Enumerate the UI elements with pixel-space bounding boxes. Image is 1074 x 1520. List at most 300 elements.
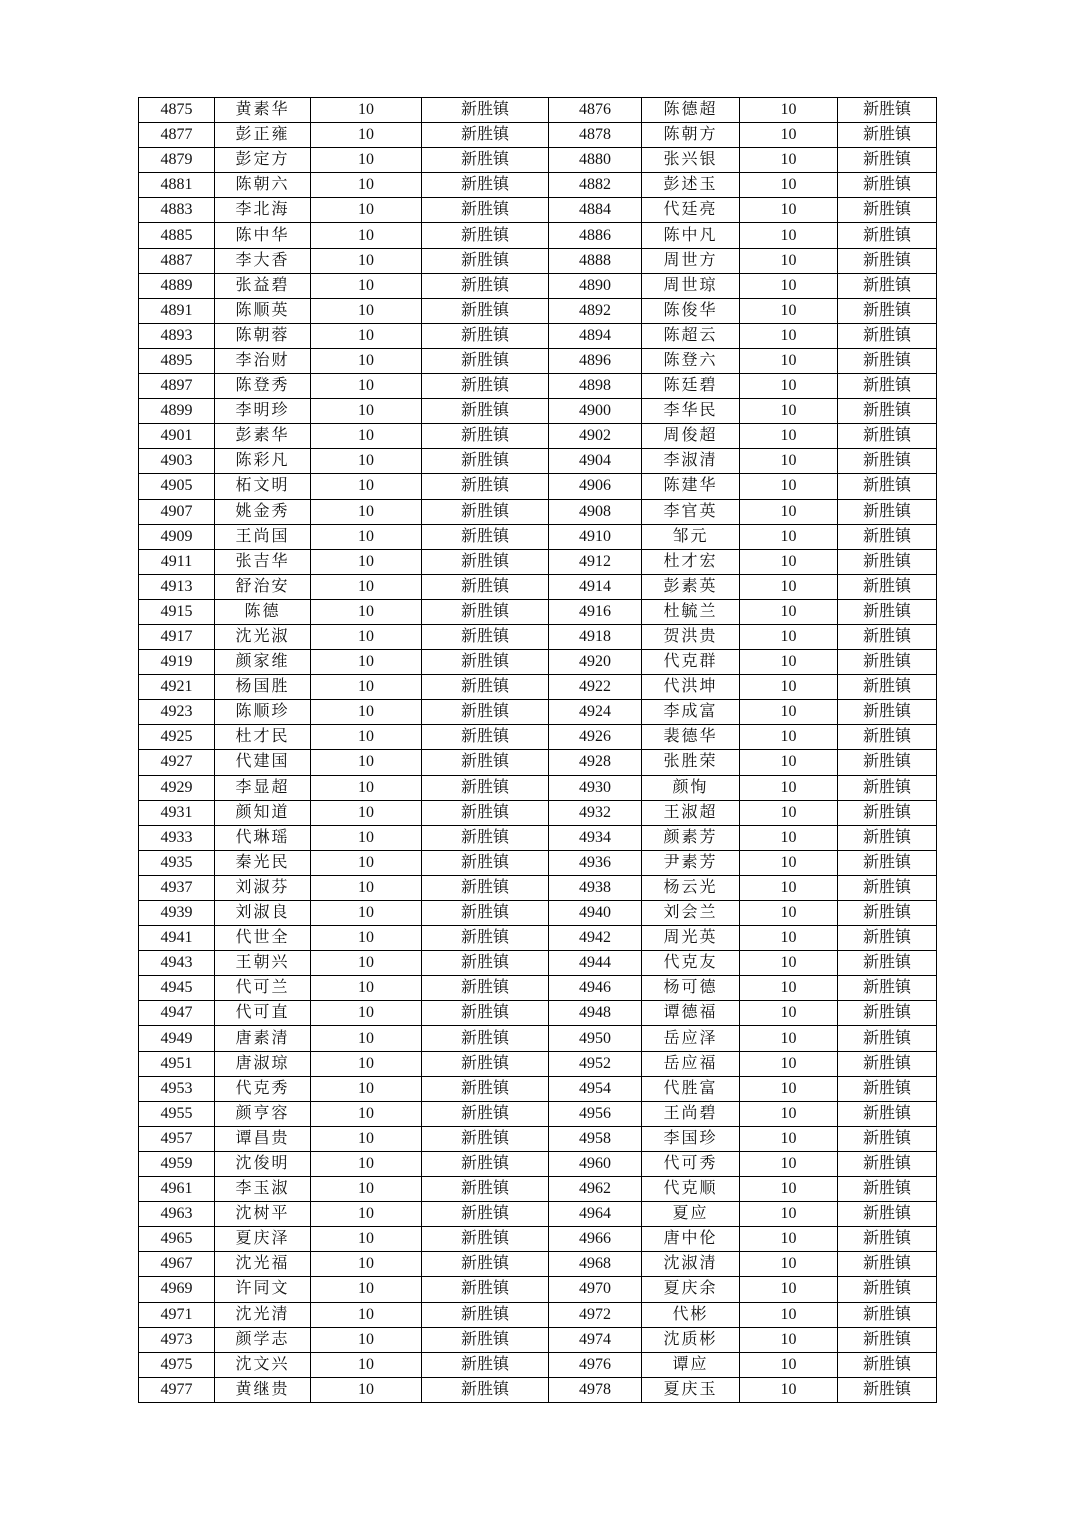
- serial-number-cell: 4878: [549, 123, 642, 148]
- table-row: [139, 123, 937, 148]
- person-name-cell: 柘文明: [215, 474, 311, 499]
- amount-cell: 10: [311, 198, 422, 223]
- person-name-cell: 刘会兰: [642, 901, 740, 926]
- person-name-cell: 舒治安: [215, 574, 311, 599]
- amount-cell: 10: [740, 549, 838, 574]
- town-cell: 新胜镇: [422, 1151, 549, 1176]
- person-name-cell: 李大香: [215, 248, 311, 273]
- table-row: [139, 574, 937, 599]
- serial-number-cell: 4917: [139, 624, 215, 649]
- town-cell: 新胜镇: [838, 1001, 937, 1026]
- town-cell: 新胜镇: [838, 1352, 937, 1377]
- table-row: [139, 1227, 937, 1252]
- amount-cell: 10: [311, 273, 422, 298]
- serial-number-cell: 4967: [139, 1252, 215, 1277]
- amount-cell: 10: [740, 800, 838, 825]
- town-cell: 新胜镇: [422, 700, 549, 725]
- serial-number-cell: 4965: [139, 1227, 215, 1252]
- person-name-cell: 代建国: [215, 750, 311, 775]
- person-name-cell: 刘淑良: [215, 901, 311, 926]
- person-name-cell: 李华民: [642, 399, 740, 424]
- serial-number-cell: 4881: [139, 173, 215, 198]
- town-cell: 新胜镇: [838, 1177, 937, 1202]
- person-name-cell: 代克友: [642, 951, 740, 976]
- serial-number-cell: 4912: [549, 549, 642, 574]
- town-cell: 新胜镇: [838, 875, 937, 900]
- serial-number-cell: 4887: [139, 248, 215, 273]
- serial-number-cell: 4924: [549, 700, 642, 725]
- serial-number-cell: 4922: [549, 675, 642, 700]
- town-cell: 新胜镇: [422, 574, 549, 599]
- serial-number-cell: 4880: [549, 148, 642, 173]
- person-name-cell: 杨国胜: [215, 675, 311, 700]
- town-cell: 新胜镇: [838, 901, 937, 926]
- town-cell: 新胜镇: [838, 700, 937, 725]
- serial-number-cell: 4934: [549, 825, 642, 850]
- town-cell: 新胜镇: [422, 198, 549, 223]
- amount-cell: 10: [740, 98, 838, 123]
- town-cell: 新胜镇: [838, 800, 937, 825]
- table-row: [139, 223, 937, 248]
- person-name-cell: 陈顺英: [215, 298, 311, 323]
- table-row: [139, 850, 937, 875]
- amount-cell: 10: [740, 850, 838, 875]
- amount-cell: 10: [311, 1051, 422, 1076]
- town-cell: 新胜镇: [422, 424, 549, 449]
- town-cell: 新胜镇: [422, 1051, 549, 1076]
- amount-cell: 10: [740, 624, 838, 649]
- person-name-cell: 李淑清: [642, 449, 740, 474]
- table-row: [139, 524, 937, 549]
- amount-cell: 10: [740, 1051, 838, 1076]
- person-name-cell: 李北海: [215, 198, 311, 223]
- town-cell: 新胜镇: [422, 926, 549, 951]
- person-name-cell: 谭昌贵: [215, 1126, 311, 1151]
- town-cell: 新胜镇: [838, 474, 937, 499]
- serial-number-cell: 4910: [549, 524, 642, 549]
- town-cell: 新胜镇: [422, 800, 549, 825]
- table-row: [139, 1051, 937, 1076]
- table-row: [139, 1177, 937, 1202]
- amount-cell: 10: [740, 1202, 838, 1227]
- roster-body: [139, 98, 937, 1403]
- serial-number-cell: 4897: [139, 374, 215, 399]
- town-cell: 新胜镇: [422, 1126, 549, 1151]
- serial-number-cell: 4977: [139, 1377, 215, 1402]
- table-row: [139, 98, 937, 123]
- person-name-cell: 岳应泽: [642, 1026, 740, 1051]
- amount-cell: 10: [740, 700, 838, 725]
- table-row: [139, 348, 937, 373]
- person-name-cell: 李玉淑: [215, 1177, 311, 1202]
- serial-number-cell: 4936: [549, 850, 642, 875]
- person-name-cell: 李官英: [642, 499, 740, 524]
- amount-cell: 10: [311, 1076, 422, 1101]
- person-name-cell: 谭应: [642, 1352, 740, 1377]
- town-cell: 新胜镇: [838, 624, 937, 649]
- amount-cell: 10: [740, 1302, 838, 1327]
- person-name-cell: 王尚国: [215, 524, 311, 549]
- person-name-cell: 陈德: [215, 599, 311, 624]
- person-name-cell: 沈树平: [215, 1202, 311, 1227]
- person-name-cell: 夏庆余: [642, 1277, 740, 1302]
- town-cell: 新胜镇: [838, 524, 937, 549]
- person-name-cell: 李国珍: [642, 1126, 740, 1151]
- serial-number-cell: 4964: [549, 1202, 642, 1227]
- person-name-cell: 沈光淑: [215, 624, 311, 649]
- amount-cell: 10: [740, 374, 838, 399]
- serial-number-cell: 4918: [549, 624, 642, 649]
- table-row: [139, 449, 937, 474]
- serial-number-cell: 4968: [549, 1252, 642, 1277]
- town-cell: 新胜镇: [838, 1302, 937, 1327]
- person-name-cell: 刘淑芬: [215, 875, 311, 900]
- town-cell: 新胜镇: [838, 650, 937, 675]
- table-row: [139, 725, 937, 750]
- table-row: [139, 374, 937, 399]
- amount-cell: 10: [740, 1101, 838, 1126]
- town-cell: 新胜镇: [838, 926, 937, 951]
- town-cell: 新胜镇: [422, 725, 549, 750]
- person-name-cell: 许同文: [215, 1277, 311, 1302]
- table-row: [139, 1126, 937, 1151]
- table-row: [139, 675, 937, 700]
- person-name-cell: 张益碧: [215, 273, 311, 298]
- serial-number-cell: 4904: [549, 449, 642, 474]
- person-name-cell: 代世全: [215, 926, 311, 951]
- amount-cell: 10: [311, 524, 422, 549]
- serial-number-cell: 4949: [139, 1026, 215, 1051]
- town-cell: 新胜镇: [838, 750, 937, 775]
- town-cell: 新胜镇: [422, 1026, 549, 1051]
- town-cell: 新胜镇: [838, 1252, 937, 1277]
- serial-number-cell: 4916: [549, 599, 642, 624]
- amount-cell: 10: [311, 775, 422, 800]
- person-name-cell: 杜才民: [215, 725, 311, 750]
- table-row: [139, 976, 937, 1001]
- person-name-cell: 沈文兴: [215, 1352, 311, 1377]
- table-row: [139, 1101, 937, 1126]
- town-cell: 新胜镇: [422, 875, 549, 900]
- person-name-cell: 代可兰: [215, 976, 311, 1001]
- serial-number-cell: 4927: [139, 750, 215, 775]
- serial-number-cell: 4957: [139, 1126, 215, 1151]
- town-cell: 新胜镇: [838, 850, 937, 875]
- serial-number-cell: 4943: [139, 951, 215, 976]
- person-name-cell: 陈顺珍: [215, 700, 311, 725]
- table-row: [139, 800, 937, 825]
- amount-cell: 10: [311, 976, 422, 1001]
- table-row: [139, 1277, 937, 1302]
- person-name-cell: 周世琼: [642, 273, 740, 298]
- table-row: [139, 875, 937, 900]
- town-cell: 新胜镇: [422, 1352, 549, 1377]
- amount-cell: 10: [311, 223, 422, 248]
- town-cell: 新胜镇: [422, 1227, 549, 1252]
- town-cell: 新胜镇: [422, 1202, 549, 1227]
- town-cell: 新胜镇: [422, 1377, 549, 1402]
- person-name-cell: 周光英: [642, 926, 740, 951]
- town-cell: 新胜镇: [422, 323, 549, 348]
- town-cell: 新胜镇: [838, 825, 937, 850]
- serial-number-cell: 4933: [139, 825, 215, 850]
- amount-cell: 10: [740, 901, 838, 926]
- amount-cell: 10: [311, 650, 422, 675]
- serial-number-cell: 4875: [139, 98, 215, 123]
- amount-cell: 10: [311, 1352, 422, 1377]
- person-name-cell: 代洪坤: [642, 675, 740, 700]
- serial-number-cell: 4947: [139, 1001, 215, 1026]
- town-cell: 新胜镇: [838, 348, 937, 373]
- amount-cell: 10: [311, 474, 422, 499]
- person-name-cell: 唐淑琼: [215, 1051, 311, 1076]
- person-name-cell: 张吉华: [215, 549, 311, 574]
- town-cell: 新胜镇: [422, 399, 549, 424]
- amount-cell: 10: [311, 1151, 422, 1176]
- person-name-cell: 谭德福: [642, 1001, 740, 1026]
- person-name-cell: 代胜富: [642, 1076, 740, 1101]
- serial-number-cell: 4890: [549, 273, 642, 298]
- person-name-cell: 代彬: [642, 1302, 740, 1327]
- person-name-cell: 陈建华: [642, 474, 740, 499]
- serial-number-cell: 4962: [549, 1177, 642, 1202]
- amount-cell: 10: [311, 750, 422, 775]
- person-name-cell: 尹素芳: [642, 850, 740, 875]
- person-name-cell: 张兴银: [642, 148, 740, 173]
- amount-cell: 10: [311, 825, 422, 850]
- serial-number-cell: 4908: [549, 499, 642, 524]
- amount-cell: 10: [740, 926, 838, 951]
- amount-cell: 10: [311, 1327, 422, 1352]
- serial-number-cell: 4951: [139, 1051, 215, 1076]
- town-cell: 新胜镇: [422, 298, 549, 323]
- amount-cell: 10: [311, 725, 422, 750]
- person-name-cell: 夏庆泽: [215, 1227, 311, 1252]
- amount-cell: 10: [740, 1177, 838, 1202]
- person-name-cell: 裴德华: [642, 725, 740, 750]
- amount-cell: 10: [311, 901, 422, 926]
- serial-number-cell: 4975: [139, 1352, 215, 1377]
- serial-number-cell: 4923: [139, 700, 215, 725]
- table-row: [139, 650, 937, 675]
- serial-number-cell: 4906: [549, 474, 642, 499]
- amount-cell: 10: [740, 1001, 838, 1026]
- amount-cell: 10: [311, 850, 422, 875]
- town-cell: 新胜镇: [422, 976, 549, 1001]
- serial-number-cell: 4942: [549, 926, 642, 951]
- person-name-cell: 陈彩凡: [215, 449, 311, 474]
- amount-cell: 10: [740, 1076, 838, 1101]
- table-row: [139, 775, 937, 800]
- person-name-cell: 沈光清: [215, 1302, 311, 1327]
- person-name-cell: 贺洪贵: [642, 624, 740, 649]
- amount-cell: 10: [740, 474, 838, 499]
- town-cell: 新胜镇: [838, 574, 937, 599]
- town-cell: 新胜镇: [838, 424, 937, 449]
- serial-number-cell: 4958: [549, 1126, 642, 1151]
- town-cell: 新胜镇: [422, 1327, 549, 1352]
- serial-number-cell: 4956: [549, 1101, 642, 1126]
- serial-number-cell: 4974: [549, 1327, 642, 1352]
- person-name-cell: 沈光福: [215, 1252, 311, 1277]
- town-cell: 新胜镇: [422, 901, 549, 926]
- serial-number-cell: 4885: [139, 223, 215, 248]
- person-name-cell: 陈中凡: [642, 223, 740, 248]
- town-cell: 新胜镇: [838, 1151, 937, 1176]
- serial-number-cell: 4973: [139, 1327, 215, 1352]
- serial-number-cell: 4941: [139, 926, 215, 951]
- serial-number-cell: 4919: [139, 650, 215, 675]
- serial-number-cell: 4959: [139, 1151, 215, 1176]
- serial-number-cell: 4909: [139, 524, 215, 549]
- town-cell: 新胜镇: [838, 1377, 937, 1402]
- amount-cell: 10: [311, 449, 422, 474]
- serial-number-cell: 4901: [139, 424, 215, 449]
- town-cell: 新胜镇: [838, 148, 937, 173]
- town-cell: 新胜镇: [838, 1202, 937, 1227]
- town-cell: 新胜镇: [422, 1277, 549, 1302]
- serial-number-cell: 4948: [549, 1001, 642, 1026]
- person-name-cell: 夏庆玉: [642, 1377, 740, 1402]
- town-cell: 新胜镇: [838, 399, 937, 424]
- serial-number-cell: 4938: [549, 875, 642, 900]
- person-name-cell: 彭述玉: [642, 173, 740, 198]
- table-row: [139, 474, 937, 499]
- serial-number-cell: 4899: [139, 399, 215, 424]
- person-name-cell: 黄继贵: [215, 1377, 311, 1402]
- table-row: [139, 901, 937, 926]
- serial-number-cell: 4972: [549, 1302, 642, 1327]
- table-row: [139, 1327, 937, 1352]
- town-cell: 新胜镇: [838, 1126, 937, 1151]
- serial-number-cell: 4976: [549, 1352, 642, 1377]
- person-name-cell: 彭正雍: [215, 123, 311, 148]
- serial-number-cell: 4911: [139, 549, 215, 574]
- serial-number-cell: 4921: [139, 675, 215, 700]
- table-row: [139, 624, 937, 649]
- serial-number-cell: 4879: [139, 148, 215, 173]
- table-row: [139, 424, 937, 449]
- table-row: [139, 399, 937, 424]
- amount-cell: 10: [311, 248, 422, 273]
- town-cell: 新胜镇: [422, 524, 549, 549]
- amount-cell: 10: [740, 875, 838, 900]
- town-cell: 新胜镇: [422, 98, 549, 123]
- town-cell: 新胜镇: [422, 474, 549, 499]
- person-name-cell: 王淑超: [642, 800, 740, 825]
- table-row: [139, 248, 937, 273]
- table-row: [139, 148, 937, 173]
- amount-cell: 10: [740, 499, 838, 524]
- person-name-cell: 陈朝方: [642, 123, 740, 148]
- serial-number-cell: 4920: [549, 650, 642, 675]
- amount-cell: 10: [311, 98, 422, 123]
- serial-number-cell: 4954: [549, 1076, 642, 1101]
- town-cell: 新胜镇: [422, 825, 549, 850]
- amount-cell: 10: [311, 323, 422, 348]
- amount-cell: 10: [311, 926, 422, 951]
- person-name-cell: 夏应: [642, 1202, 740, 1227]
- serial-number-cell: 4940: [549, 901, 642, 926]
- town-cell: 新胜镇: [422, 248, 549, 273]
- amount-cell: 10: [740, 976, 838, 1001]
- table-row: [139, 1302, 937, 1327]
- serial-number-cell: 4886: [549, 223, 642, 248]
- amount-cell: 10: [740, 1227, 838, 1252]
- serial-number-cell: 4930: [549, 775, 642, 800]
- amount-cell: 10: [311, 675, 422, 700]
- town-cell: 新胜镇: [422, 1252, 549, 1277]
- town-cell: 新胜镇: [422, 499, 549, 524]
- serial-number-cell: 4939: [139, 901, 215, 926]
- serial-number-cell: 4882: [549, 173, 642, 198]
- table-row: [139, 1252, 937, 1277]
- town-cell: 新胜镇: [422, 273, 549, 298]
- amount-cell: 10: [740, 348, 838, 373]
- person-name-cell: 沈俊明: [215, 1151, 311, 1176]
- serial-number-cell: 4889: [139, 273, 215, 298]
- person-name-cell: 代可秀: [642, 1151, 740, 1176]
- amount-cell: 10: [311, 1026, 422, 1051]
- serial-number-cell: 4925: [139, 725, 215, 750]
- amount-cell: 10: [740, 223, 838, 248]
- table-row: [139, 1151, 937, 1176]
- serial-number-cell: 4893: [139, 323, 215, 348]
- person-name-cell: 李显超: [215, 775, 311, 800]
- person-name-cell: 代琳瑶: [215, 825, 311, 850]
- town-cell: 新胜镇: [838, 223, 937, 248]
- amount-cell: 10: [740, 825, 838, 850]
- town-cell: 新胜镇: [422, 1076, 549, 1101]
- table-row: [139, 750, 937, 775]
- amount-cell: 10: [740, 148, 838, 173]
- amount-cell: 10: [311, 624, 422, 649]
- amount-cell: 10: [740, 1252, 838, 1277]
- town-cell: 新胜镇: [838, 298, 937, 323]
- person-name-cell: 颜知道: [215, 800, 311, 825]
- town-cell: 新胜镇: [838, 374, 937, 399]
- town-cell: 新胜镇: [422, 624, 549, 649]
- amount-cell: 10: [311, 123, 422, 148]
- table-row: [139, 1377, 937, 1402]
- amount-cell: 10: [311, 298, 422, 323]
- serial-number-cell: 4877: [139, 123, 215, 148]
- serial-number-cell: 4928: [549, 750, 642, 775]
- serial-number-cell: 4892: [549, 298, 642, 323]
- serial-number-cell: 4955: [139, 1101, 215, 1126]
- amount-cell: 10: [740, 449, 838, 474]
- amount-cell: 10: [311, 148, 422, 173]
- amount-cell: 10: [740, 323, 838, 348]
- person-name-cell: 陈超云: [642, 323, 740, 348]
- town-cell: 新胜镇: [838, 549, 937, 574]
- serial-number-cell: 4937: [139, 875, 215, 900]
- serial-number-cell: 4932: [549, 800, 642, 825]
- serial-number-cell: 4888: [549, 248, 642, 273]
- amount-cell: 10: [311, 399, 422, 424]
- person-name-cell: 杨云光: [642, 875, 740, 900]
- table-row: [139, 323, 937, 348]
- person-name-cell: 颜学志: [215, 1327, 311, 1352]
- amount-cell: 10: [311, 374, 422, 399]
- town-cell: 新胜镇: [422, 148, 549, 173]
- serial-number-cell: 4896: [549, 348, 642, 373]
- amount-cell: 10: [740, 173, 838, 198]
- town-cell: 新胜镇: [838, 98, 937, 123]
- town-cell: 新胜镇: [422, 223, 549, 248]
- serial-number-cell: 4978: [549, 1377, 642, 1402]
- serial-number-cell: 4931: [139, 800, 215, 825]
